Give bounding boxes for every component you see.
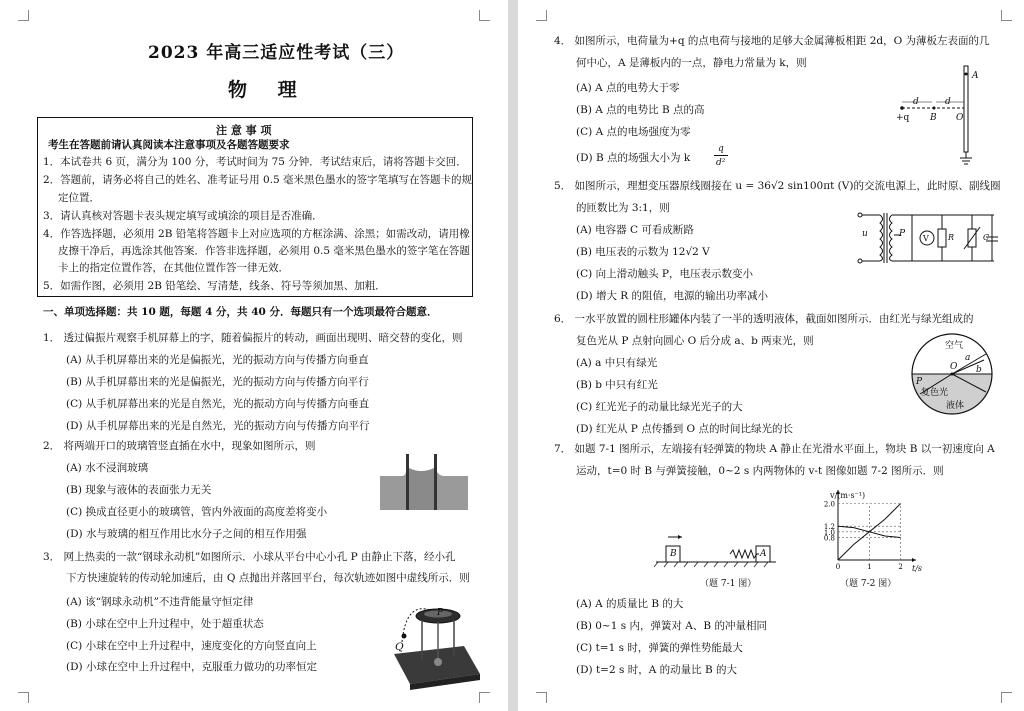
crop-mark xyxy=(479,692,490,703)
q1-option-b: (B) 从手机屏幕出来的光是偏振光，光的振动方向与传播方向平行 xyxy=(66,376,369,388)
question-5-stem: 5． 如图所示，理想变压器原线圈接在 u = 36√2 sin100πt (V)的交流电源上，此时原、副线圈 xyxy=(554,180,1001,192)
fig4-label-d2: d xyxy=(945,97,951,107)
block-b-label: B xyxy=(670,549,677,559)
notice-item: 卡上的指定位置作答，在其他位置作答一律无效． xyxy=(58,262,289,274)
q4-option-d: (D) B 点的场强大小为 k xyxy=(576,152,691,164)
chart-xlabel: t/s xyxy=(912,564,923,573)
fig5-label-c: C xyxy=(983,233,990,242)
question-2-stem: 2． 将两端开口的玻璃管竖直插在水中，现象如图所示，则 xyxy=(43,440,316,452)
fig6-label-b: b xyxy=(976,365,982,375)
fig6-label-a: a xyxy=(965,353,971,363)
y-tick-label: 0.8 xyxy=(823,534,835,543)
crop-mark xyxy=(1001,692,1012,703)
fig4-label-q: +q xyxy=(896,113,910,123)
crop-mark xyxy=(536,10,547,21)
fig6-label-o: O xyxy=(950,362,958,372)
question-1-stem: 1． 透过偏振片观察手机屏幕上的字，随着偏振片的转动，画面出现明、暗交替的变化，则 xyxy=(43,332,463,344)
notice-heading: 注 意 事 项 xyxy=(216,124,272,137)
crop-mark xyxy=(536,692,547,703)
q2-option-a: (A) 水不浸润玻璃 xyxy=(66,462,149,474)
block-a-label: A xyxy=(760,549,767,559)
q3-option-c: (C) 小球在空中上升过程中，速度变化的方向竖直向上 xyxy=(66,640,317,652)
y-tick-label: 2.0 xyxy=(823,500,835,509)
fraction-bar xyxy=(714,155,728,156)
q3-option-b: (B) 小球在空中上升过程中，处于超重状态 xyxy=(66,618,264,630)
fig5-label-v: V xyxy=(923,234,929,243)
section-title: 一、单项选择题：共 10 题，每题 4 分，共 40 分．每题只有一个选项最符合题意． xyxy=(43,306,438,318)
question-6-stem-cont: 复色光从 P 点射向圆心 O 后分成 a、b 两束光，则 xyxy=(576,335,814,347)
crop-mark xyxy=(1001,10,1012,21)
fig4-label-d1: d xyxy=(913,97,919,107)
q2-option-c: (C) 换成直径更小的玻璃管，管内外液面的高度差将变小 xyxy=(66,506,328,518)
y-tick-label: 1.0 xyxy=(823,528,835,537)
q1-option-c: (C) 从手机屏幕出来的光是自然光，光的振动方向与传播方向垂直 xyxy=(66,398,370,410)
q3-option-d: (D) 小球在空中上升过程中，克服重力做功的功率恒定 xyxy=(66,661,317,673)
fig6-label-air: 空气 xyxy=(945,341,964,351)
question-3-stem: 3． 网上热卖的一款“钢球永动机”如图所示．小球从平台中心小孔 P 由静止下落，经小孔 xyxy=(43,551,456,563)
question-3-stem-cont: 下方快速旋转的传动轮加速后，由 Q 点抛出并落回平台，每次轨迹如图中虚线所示．则 xyxy=(66,572,470,584)
chart-ylabel: v/(m·s⁻¹) xyxy=(830,491,866,500)
figure-label-q: Q xyxy=(395,641,404,653)
x-tick-label: 0 xyxy=(835,563,841,571)
q5-option-c: (C) 向上滑动触头 P，电压表示数变小 xyxy=(576,268,753,280)
right-page xyxy=(518,0,1024,711)
q6-option-c: (C) 红光光子的动量比绿光光子的大 xyxy=(576,401,743,413)
fig4-label-b: B xyxy=(930,113,937,123)
capillary-tube-figure xyxy=(378,448,470,512)
fig5-label-u: u xyxy=(862,229,868,239)
x-tick-label: 2 xyxy=(898,563,903,571)
subject-title: 物 理 xyxy=(228,79,309,101)
q6-option-a: (A) a 中只有绿光 xyxy=(576,357,658,369)
left-page xyxy=(0,0,508,711)
q5-option-d: (D) 增大 R 的阻值，电源的输出功率减小 xyxy=(576,290,769,302)
question-4-stem-cont: 何中心，A 是薄板内的一点，静电力常量为 k，则 xyxy=(576,57,807,69)
question-6-stem: 6． 一水平放置的圆柱形罐体内装了一半的透明液体，截面如图所示．由红光与绿光组成的 xyxy=(554,313,974,325)
notice-item: 2．答题前，请务必将自己的姓名、准考证号用 0.5 毫米黑色墨水的签字笔填写在答题卡的规 xyxy=(43,174,473,186)
q3-option-a: (A) 该“钢球永动机”不违背能量守恒定律 xyxy=(66,596,254,608)
notice-item: 1．本试卷共 6 页，满分为 100 分，考试时间为 75 分钟．考试结束后，请将答题卡交回． xyxy=(43,156,467,168)
question-4-stem: 4． 如图所示，电荷量为+q 的点电荷与接地的足够大金属薄板相距 2d，O 为薄板左表面的几 xyxy=(554,35,990,47)
q6-option-d: (D) 红光从 P 点传播到 O 点的时间比绿光的长 xyxy=(576,423,793,435)
fraction-denominator: d² xyxy=(716,158,726,168)
fig6-label-liquid: 液体 xyxy=(946,401,965,411)
q7-option-a: (A) A 的质量比 B 的大 xyxy=(576,598,684,610)
crop-mark xyxy=(18,692,29,703)
q1-option-d: (D) 从手机屏幕出来的光是自然光，光的振动方向与传播方向平行 xyxy=(66,420,370,432)
fraction-numerator: q xyxy=(718,144,724,154)
fig4-label-o: O xyxy=(956,113,964,123)
crop-mark xyxy=(479,10,490,21)
q5-option-b: (B) 电压表的示数为 12√2 V xyxy=(576,246,710,258)
q4-option-c: (C) A 点的电场强度为零 xyxy=(576,126,691,138)
question-5-stem-cont: 的匝数比为 3:1，则 xyxy=(576,202,670,214)
question-7-stem: 7． 如题 7-1 图所示，左端接有轻弹簧的物块 A 静止在光滑水平面上，物块 B 以一初速度向 A xyxy=(554,443,995,455)
fig5-label-r: R xyxy=(948,233,955,242)
figure-label-p: P xyxy=(437,608,444,618)
q5-option-a: (A) 电容器 C 可看成断路 xyxy=(576,224,694,236)
fig6-label-mixed-light: 复色光 xyxy=(921,388,949,398)
fig5-label-p: P xyxy=(899,229,906,239)
notice-item: 皮擦干净后，再选涂其他答案．作答非选择题，必须用 0.5 毫米黑色墨水的签字笔在答题 xyxy=(58,245,470,257)
notice-item: 5．如需作图，必须用 2B 铅笔绘、写清楚，线条、符号等须加黑、加粗． xyxy=(43,280,386,292)
fig7-1-caption: （题 7-1 图） xyxy=(700,579,757,589)
q7-option-b: (B) 0~1 s 内，弹簧对 A、B 的冲量相同 xyxy=(576,620,767,632)
q7-option-d: (D) t=2 s 时，A 的动量比 B 的大 xyxy=(576,664,738,676)
q2-option-d: (D) 水与玻璃的相互作用比水分子之间的相互作用强 xyxy=(66,528,307,540)
notice-subheading: 考生在答题前请认真阅读本注意事项及各题答题要求 xyxy=(48,139,290,151)
question-7-stem-cont: 运动，t=0 时 B 与弹簧接触，0~2 s 内两物体的 v-t 图像如题 7-2 图所示．则 xyxy=(576,465,944,477)
crop-mark xyxy=(18,10,29,21)
q7-option-c: (C) t=1 s 时，弹簧的弹性势能最大 xyxy=(576,642,743,654)
q2-option-b: (B) 现象与液体的表面张力无关 xyxy=(66,484,212,496)
notice-item: 4．作答选择题，必须用 2B 铅笔将答题卡上对应选项的方框涂满、涂黑；如需改动，请用橡 xyxy=(43,228,470,240)
vt-graph-chart xyxy=(808,488,928,572)
y-tick-label: 1.2 xyxy=(823,523,835,532)
spring-blocks-figure xyxy=(646,530,798,570)
x-tick-label: 1 xyxy=(867,563,872,571)
exam-title: 2023 年高三适应性考试（三） xyxy=(148,43,405,63)
q6-option-b: (B) b 中只有红光 xyxy=(576,379,658,391)
fig6-label-p: P xyxy=(916,377,923,387)
fig4-label-a: A xyxy=(972,71,979,81)
fig7-2-caption: （题 7-2 图） xyxy=(840,579,897,589)
q4-option-b: (B) A 点的电势比 B 点的高 xyxy=(576,104,705,116)
q4-option-a: (A) A 点的电势大于零 xyxy=(576,82,680,94)
q1-option-a: (A) 从手机屏幕出来的光是偏振光，光的振动方向与传播方向垂直 xyxy=(66,354,369,366)
notice-item: 3．请认真核对答题卡表头规定填写或填涂的项目是否准确． xyxy=(43,210,323,222)
notice-item: 定位置． xyxy=(58,192,100,204)
